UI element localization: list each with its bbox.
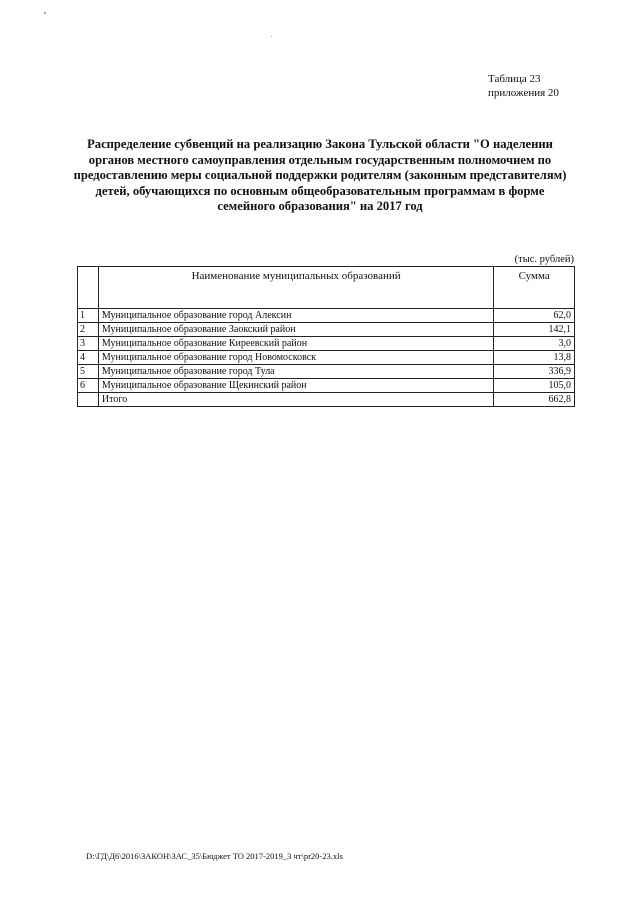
row-name: Муниципальное образование Киреевский район bbox=[98, 337, 493, 351]
row-num: 1 bbox=[78, 309, 99, 323]
row-name: Муниципальное образование Щекинский район bbox=[98, 379, 493, 393]
title-line: детей, обучающихся по основным общеобразовательным программам в форме bbox=[95, 183, 545, 198]
appendix-number: приложения 20 bbox=[488, 87, 559, 99]
total-label: Итого bbox=[98, 393, 493, 407]
scan-speck bbox=[44, 12, 46, 14]
table-row bbox=[78, 337, 575, 351]
row-name: Муниципальное образование город Алексин bbox=[98, 309, 493, 323]
row-sum: 13,8 bbox=[494, 351, 575, 365]
file-path-footer: D:\ГД\Д6\2016\ЗАКОН\ЗАС_35\Бюджет ТО 2017-2019_3 чт\pr20-23.xls bbox=[86, 851, 343, 861]
total-num bbox=[78, 393, 99, 407]
row-name: Муниципальное образование город Новомосковск bbox=[98, 351, 493, 365]
row-sum: 62,0 bbox=[494, 309, 575, 323]
row-sum: 3,0 bbox=[494, 337, 575, 351]
row-name: Муниципальное образование город Тула bbox=[98, 365, 493, 379]
table-total-row bbox=[78, 393, 575, 407]
row-sum: 105,0 bbox=[494, 379, 575, 393]
table-header-row bbox=[78, 267, 575, 309]
row-num: 2 bbox=[78, 323, 99, 337]
row-num: 3 bbox=[78, 337, 99, 351]
row-num: 4 bbox=[78, 351, 99, 365]
title-line: Распределение субвенций на реализацию Закона Тульской области "О наделении bbox=[87, 137, 553, 151]
title-line: органов местного самоуправления отдельным государственным полномочием по bbox=[88, 152, 552, 167]
title-line: предоставлению меры социальной поддержки родителям (законным представителям) bbox=[73, 168, 567, 182]
document-title bbox=[60, 137, 580, 215]
header-num bbox=[78, 267, 99, 309]
header-sum: Сумма bbox=[494, 267, 575, 309]
table-reference bbox=[488, 72, 559, 100]
row-name: Муниципальное образование Заокский район bbox=[98, 323, 493, 337]
table-row bbox=[78, 365, 575, 379]
row-num: 6 bbox=[78, 379, 99, 393]
row-num: 5 bbox=[78, 365, 99, 379]
subvention-table bbox=[77, 266, 575, 407]
table-row bbox=[78, 379, 575, 393]
total-sum: 662,8 bbox=[494, 393, 575, 407]
unit-label: (тыс. рублей) bbox=[514, 254, 574, 265]
table-row bbox=[78, 323, 575, 337]
header-name: Наименование муниципальных образований bbox=[98, 267, 493, 309]
row-sum: 142,1 bbox=[494, 323, 575, 337]
scan-speck bbox=[271, 36, 272, 37]
table-row bbox=[78, 351, 575, 365]
table-number: Таблица 23 bbox=[488, 73, 541, 85]
row-sum: 336,9 bbox=[494, 365, 575, 379]
table-row bbox=[78, 309, 575, 323]
title-line: семейного образования" на 2017 год bbox=[217, 199, 423, 213]
